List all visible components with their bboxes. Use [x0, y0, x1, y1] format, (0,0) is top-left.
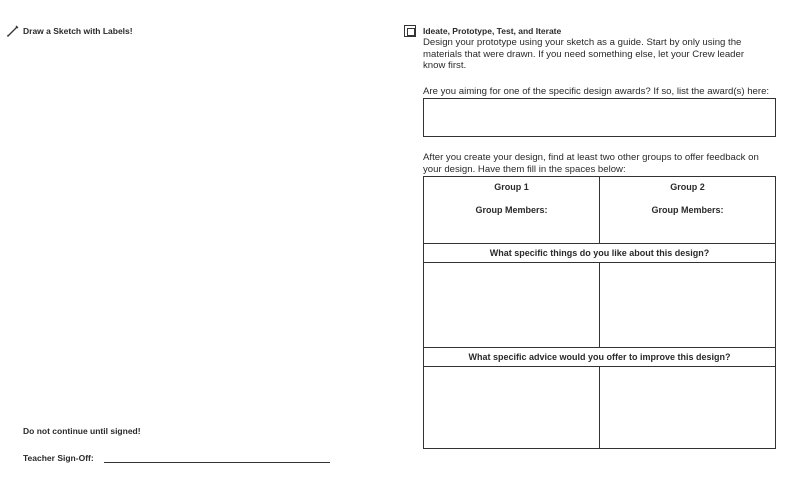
teacher-signoff-line[interactable]: [104, 462, 330, 463]
question-like: What specific things do you like about this design?: [424, 244, 776, 263]
step-checkbox[interactable]: [404, 25, 416, 37]
group-2-members-label: Group Members:: [651, 205, 724, 215]
step-description: Design your prototype using your sketch as a guide. Start by only using the materials that were drawn. If you need something else, let your Crew leader know first.: [423, 37, 745, 71]
signoff-warning: Do not continue until signed!: [23, 426, 141, 436]
group-2-advice-cell[interactable]: [600, 367, 776, 449]
group-1-header[interactable]: [424, 177, 600, 244]
pencil-icon: [6, 24, 20, 38]
awards-input[interactable]: [423, 98, 776, 137]
question-advice: What specific advice would you offer to improve this design?: [424, 348, 776, 367]
group-2-title: Group 2: [670, 182, 705, 192]
feedback-intro: After you create your design, find at least two other groups to offer feedback on your design. Have them fill in the spaces below:: [423, 152, 759, 175]
teacher-signoff-label: Teacher Sign-Off:: [23, 453, 94, 463]
group-2-like-cell[interactable]: [600, 263, 776, 348]
group-1-title: Group 1: [494, 182, 529, 192]
step-heading: Ideate, Prototype, Test, and Iterate: [423, 26, 562, 36]
group-1-like-cell[interactable]: [424, 263, 600, 348]
group-1-members-label: Group Members:: [475, 205, 548, 215]
sketch-heading: Draw a Sketch with Labels!: [23, 26, 133, 36]
group-1-advice-cell[interactable]: [424, 367, 600, 449]
feedback-table: [423, 176, 776, 449]
group-2-header[interactable]: [600, 177, 776, 244]
awards-prompt: Are you aiming for one of the specific design awards? If so, list the award(s) here:: [423, 86, 770, 97]
